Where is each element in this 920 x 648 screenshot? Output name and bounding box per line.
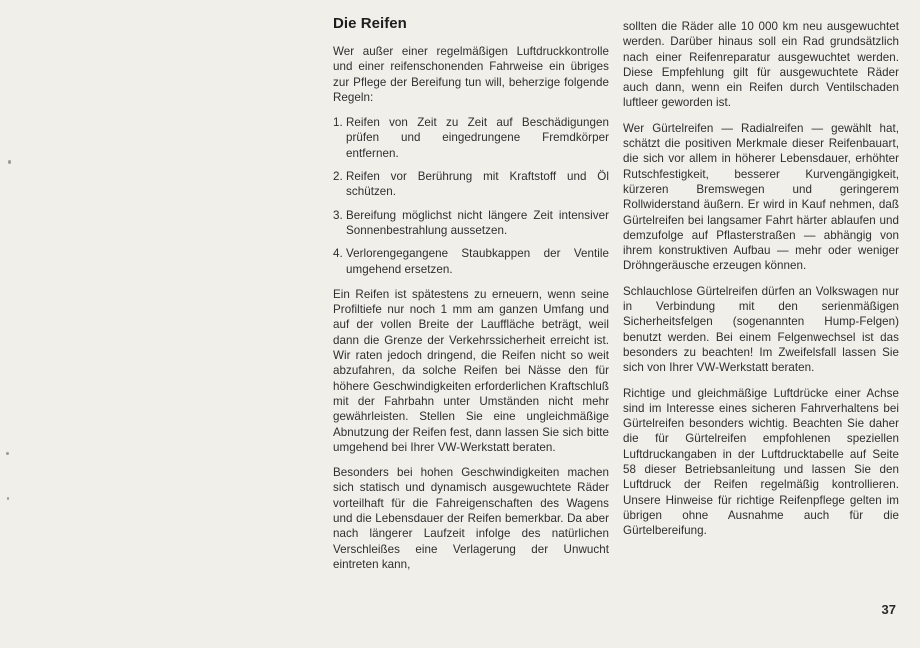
intro-paragraph: Wer außer einer regelmäßigen Luftdruckkontrolle und einer reifenschonenden Fahrweise ein übriges zur Pflege der Bereifung tun will, beherzige folgende Regeln: [333,45,609,104]
scan-speck [6,452,9,455]
rule-text: Reifen vor Berührung mit Kraftstoff und Öl schützen. [346,170,609,199]
tubeless-tires-paragraph: Schlauchlose Gürtelreifen dürfen an Volkswagen nur in Verbindung mit den serienmäßigen Sicherheitsfelgen (sogenannten Hump-Felgen) benutzt werden. Bei einem Felgenwechsel ist das besonders zu beachten! Im Zweifelsfall lassen Sie sich von Ihrer VW-Werkstatt beraten. [623,284,899,375]
rule-item [333,169,609,200]
care-rules-list [333,115,609,277]
left-column [333,14,609,582]
rule-number: 1. [333,116,343,130]
radial-tires-paragraph: Wer Gürtelreifen — Radialreifen — gewählt hat, schätzt die positiven Merkmale dieser Reifenbauart, die sich vor allem in höherer Lebensdauer, erhöhter Rutschfestigkeit, besserer Kurvengängigkeit, kürzeren Bremswegen und geringerem Rollwiderstand äußern. Er wird in Kauf nehmen, daß Gürtelreifen bei langsamer Fahrt härter ablaufen und demzufolge auf Pflasterstraßen — abhängig von ihrem konstruktiven Aufbau — mehr oder weniger Dröhngeräusche erzeugen können. [623,121,899,273]
high-speed-paragraph: Besonders bei hohen Geschwindigkeiten machen sich statisch und dynamisch ausgewuchtete Räder vorteilhaft für die Fahreigenschaften des Wagens und die Lebensdauer der Reifen bemerkbar. Da aber nach längerer Laufzeit infolge des natürlichen Verschleißes eine Verlagerung der Unwucht eintreten kann, [333,466,609,571]
page-number: 37 [881,602,896,617]
scan-speck [7,497,9,500]
rule-text: Bereifung möglichst nicht längere Zeit intensiver Sonnenbestrahlung aussetzen. [346,208,609,237]
balancing-paragraph: sollten die Räder alle 10 000 km neu ausgewuchtet werden. Darüber hinaus soll ein Rad grundsätzlich nach einer Reifenreparatur ausgewuchtet werden. Diese Empfehlung gilt für ausgewuchtete Räder auch dann, wenn ein Reifen durch Ventilschaden luftleer geworden ist. [623,20,899,110]
tire-renewal-paragraph: Ein Reifen ist spätestens zu erneuern, wenn seine Profiltiefe nur noch 1 mm am ganzen Umfang und auf der vollen Breite der Lauffläche beträgt, weil dann die Grenze der Verkehrssicherheit erreicht ist. Wir raten jedoch dringend, die Reifen nicht so weit abzufahren, da solche Reifen bei Nässe den für höhere Geschwindigkeiten erforderlichen Kraftschluß mit der Fahrbahn unter Umständen nicht mehr gewährleisten. Stellen Sie eine ungleichmäßige Abnutzung der Reifen fest, dann lassen Sie sich bitte umgehend bei Ihrer VW-Werkstatt beraten. [333,287,609,454]
rule-text: Verlorengegangene Staubkappen der Ventile umgehend ersetzen. [346,247,609,276]
rule-item [333,208,609,239]
rule-number: 4. [333,247,343,261]
rule-text: Reifen von Zeit zu Zeit auf Beschädigungen prüfen und eingedrungene Fremdkörper entfernen. [346,116,609,160]
rule-item [333,246,609,277]
rule-number: 3. [333,208,343,222]
rule-item [333,115,609,161]
page-title: Die Reifen [333,15,407,32]
right-column [623,19,899,549]
tire-pressure-paragraph: Richtige und gleichmäßige Luftdrücke einer Achse sind im Interesse eines sicheren Fahrverhaltens bei Gürtelreifen besonders wichtig. Beachten Sie daher die für Gürtelreifen empfohlenen speziellen Luftdruckangaben in der Luftdrucktabelle auf Seite 58 dieser Betriebsanleitung und lassen Sie den Luftdruck der Reifen regelmäßig kontrollieren. Unsere Hinweise für richtige Reifenpflege gelten im übrigen ohne Ausnahme auch für die Gürtelbereifung. [623,386,899,538]
rule-number: 2. [333,170,343,184]
scan-speck [8,160,11,164]
